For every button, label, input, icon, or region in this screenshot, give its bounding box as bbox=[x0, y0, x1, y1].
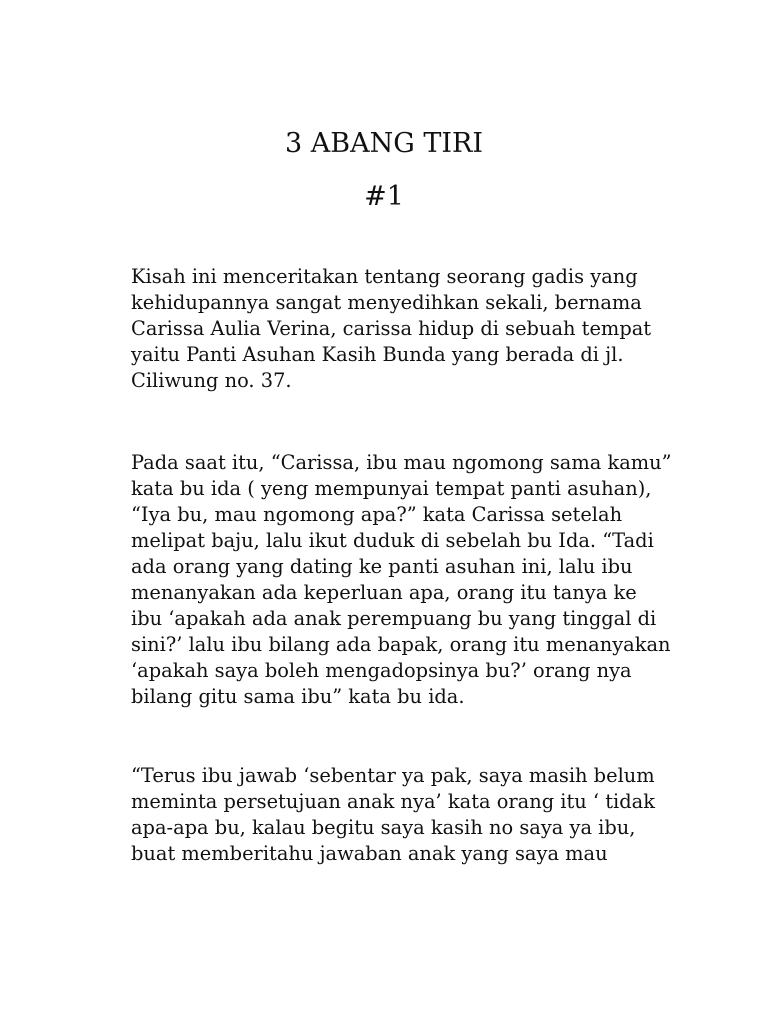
text-line: melipat baju, lalu ikut duduk di sebelah bu Ida. “Tadi bbox=[131, 529, 654, 552]
text-line: ‘apakah saya boleh mengadopsinya bu?’ orang nya bbox=[131, 659, 632, 682]
text-line: yaitu Panti Asuhan Kasih Bunda yang berada di jl. bbox=[131, 343, 624, 366]
paragraph-conversation bbox=[131, 450, 672, 710]
paragraph-intro bbox=[131, 264, 661, 394]
text-line: “Iya bu, mau ngomong apa?” kata Carissa setelah bbox=[131, 503, 623, 526]
chapter-heading: #1 bbox=[364, 181, 404, 212]
text-line: buat memberitahu jawaban anak yang saya mau bbox=[131, 842, 608, 865]
text-line: kehidupannya sangat menyedihkan sekali, bernama bbox=[131, 291, 642, 314]
text-line: bilang gitu sama ibu” kata bu ida. bbox=[131, 685, 465, 708]
text-line: Pada saat itu, “Carissa, ibu mau ngomong sama kamu” bbox=[131, 451, 672, 474]
text-line: kata bu ida ( yeng mempunyai tempat panti asuhan), bbox=[131, 477, 652, 500]
text-line: “Terus ibu jawab ‘sebentar ya pak, saya masih belum bbox=[131, 764, 655, 787]
text-line: sini?’ lalu ibu bilang ada bapak, orang itu menanyakan bbox=[131, 633, 671, 656]
text-line: Kisah ini menceritakan tentang seorang gadis yang bbox=[131, 265, 638, 288]
text-line: Carissa Aulia Verina, carissa hidup di sebuah tempat bbox=[131, 317, 652, 340]
text-line: ibu ‘apakah ada anak perempuang bu yang tinggal di bbox=[131, 607, 657, 630]
text-line: ada orang yang dating ke panti asuhan ini, lalu ibu bbox=[131, 555, 633, 578]
text-line: apa-apa bu, kalau begitu saya kasih no saya ya ibu, bbox=[131, 816, 636, 839]
text-line: Ciliwung no. 37. bbox=[131, 369, 292, 392]
text-line: menanyakan ada keperluan apa, orang itu tanya ke bbox=[131, 581, 637, 604]
text-line: meminta persetujuan anak nya’ kata orang itu ‘ tidak bbox=[131, 790, 655, 813]
document-title: 3 ABANG TIRI bbox=[284, 128, 484, 159]
paragraph-continuation bbox=[131, 763, 661, 867]
